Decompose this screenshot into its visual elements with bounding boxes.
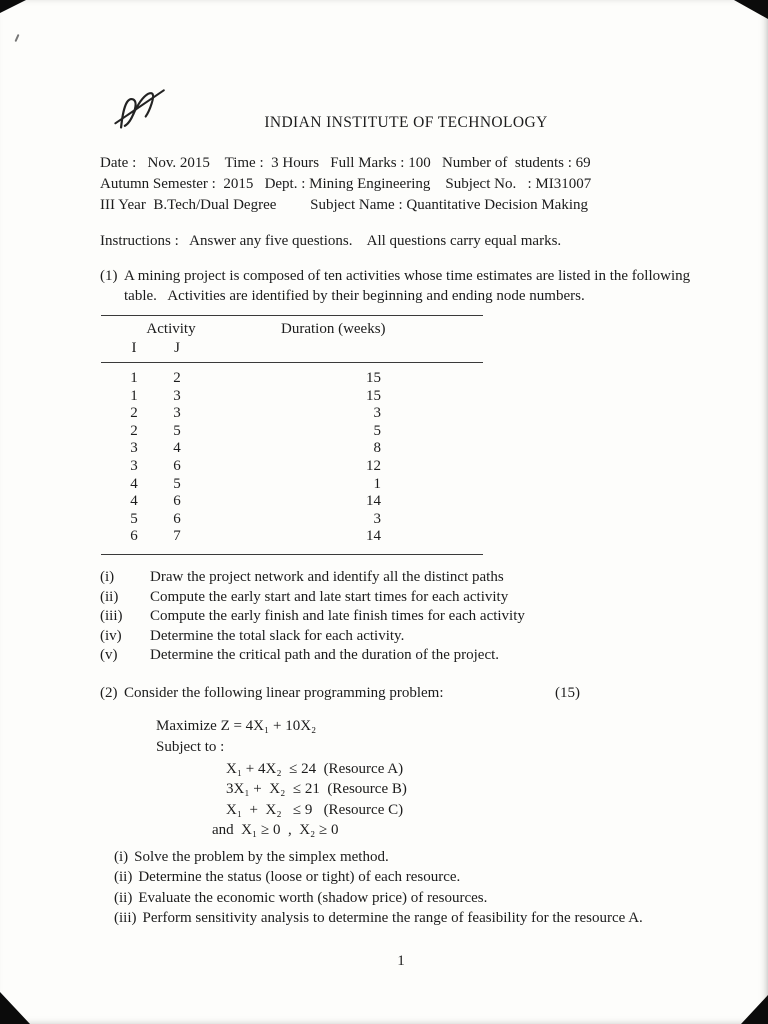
meta-line: Autumn Semester : 2015 Dept. : Mining Engineering Subject No. : MI31007 [100, 176, 592, 192]
table-cell: 4 [130, 493, 138, 510]
part-text: Solve the problem by the simplex method. [134, 848, 389, 865]
marks-badge: (15) [555, 684, 580, 701]
part-label: (iii) [100, 608, 123, 625]
part-row [114, 867, 702, 888]
q2-constraints [100, 759, 702, 841]
table-row [111, 493, 483, 511]
table-row [111, 405, 483, 423]
table-cell: 6 [173, 510, 181, 527]
part-text: Compute the early start and late start times for each activity [150, 588, 509, 605]
part-label: (ii) [114, 869, 133, 886]
part-label: (i) [100, 568, 115, 585]
page-number: 1 [397, 952, 405, 969]
lp-constraint: and X₁ ≥ 0 , X₂ ≥ 0 [212, 822, 339, 839]
table-cell: 2 [130, 422, 138, 439]
table-cell: 3 [130, 440, 138, 457]
table-cell: 6 [130, 528, 138, 545]
table-subheader [101, 339, 483, 362]
scan-corner-artifact [741, 995, 768, 1024]
table-rule [101, 554, 483, 555]
table-cell: 15 [366, 387, 381, 404]
table-cell: 15 [366, 370, 381, 386]
meta-line: Date : Nov. 2015 Time : 3 Hours Full Marks : 100 Number of students : 69 [100, 155, 591, 171]
question-label: (2) [100, 684, 118, 701]
part-label: (iv) [100, 627, 122, 644]
meta-line: III Year B.Tech/Dual Degree Subject Name : Quantitative Decision Making [100, 197, 588, 213]
scan-corner-artifact [0, 992, 30, 1024]
scan-corner-artifact [0, 0, 26, 13]
page-content [100, 0, 702, 970]
question-label: (1) [100, 268, 118, 284]
part-text: Compute the early finish and late finish times for each activity [150, 608, 525, 625]
table-cell: 5 [173, 422, 181, 439]
question-1 [100, 266, 702, 306]
table-cell: 6 [173, 457, 181, 474]
part-text: Determine the status (loose or tight) of each resource. [138, 869, 461, 886]
part-text: Determine the total slack for each activity. [150, 627, 405, 644]
table-cell: 1 [130, 387, 138, 404]
table-cell: 5 [373, 422, 381, 439]
table-cell: 3 [173, 405, 181, 422]
part-label: (v) [100, 647, 118, 664]
part-label: (ii) [114, 889, 133, 906]
part-label: (iii) [114, 910, 137, 927]
table-row [111, 370, 483, 388]
table-cell: 4 [173, 440, 181, 457]
column-header-activity: Activity [146, 321, 196, 337]
lp-constraint: X₁ + X₂ ≤ 9 (Resource C) [226, 801, 404, 818]
column-header-i: I [131, 340, 137, 356]
table-cell: 8 [373, 440, 381, 457]
table-row [111, 458, 483, 476]
table-row [111, 528, 483, 546]
part-row [114, 888, 702, 909]
question-2 [100, 683, 702, 703]
table-cell: 5 [173, 475, 181, 492]
table-row [111, 476, 483, 494]
part-row [114, 847, 702, 868]
question-text: A mining project is composed of ten activities whose time estimates are listed in the following table. Activities are identified by their beginning and ending node numbers. [124, 268, 694, 304]
table-cell: 2 [130, 405, 138, 422]
table-row [111, 440, 483, 458]
part-text: Determine the critical path and the duration of the project. [150, 647, 500, 664]
lp-constraint: X₁ + 4X₂ ≤ 24 (Resource A) [226, 760, 404, 777]
table-cell: 14 [366, 528, 381, 545]
part-text: Draw the project network and identify all the distinct paths [150, 568, 504, 585]
q2-parts [114, 847, 702, 929]
lp-objective: Maximize Z = 4X₁ + 10X₂ [156, 717, 317, 734]
table-header [101, 316, 483, 339]
table-cell: 2 [173, 370, 181, 386]
part-text: Evaluate the economic worth (shadow price) of resources. [138, 889, 488, 906]
scan-corner-artifact [734, 0, 768, 19]
table-cell: 14 [366, 493, 381, 510]
q1-parts [100, 568, 702, 666]
lp-subject-to: Subject to : [156, 738, 225, 755]
table-cell: 5 [130, 510, 138, 527]
scan-speck-artifact [14, 34, 19, 42]
table-cell: 6 [173, 493, 181, 510]
part-row [114, 908, 702, 929]
question-text: Consider the following linear programming problem: [124, 684, 444, 701]
activity-table [101, 315, 483, 555]
part-label: (i) [114, 848, 129, 865]
exam-meta [100, 153, 702, 216]
lp-constraint: 3X₁ + X₂ ≤ 21 (Resource B) [226, 781, 407, 798]
table-row [111, 511, 483, 529]
table-cell: 3 [173, 387, 181, 404]
table-cell: 1 [130, 370, 138, 386]
instructions: Instructions : Answer any five questions. All questions carry equal marks. [100, 233, 562, 249]
table-cell: 12 [366, 457, 381, 474]
column-header-duration: Duration (weeks) [281, 321, 386, 337]
table-cell: 4 [130, 475, 138, 492]
table-row [111, 423, 483, 441]
page-title: INDIAN INSTITUTE OF TECHNOLOGY [264, 114, 548, 131]
column-header-j: J [174, 340, 180, 356]
table-cell: 7 [173, 528, 181, 545]
table-cell: 3 [130, 457, 138, 474]
table-cell: 1 [373, 475, 381, 492]
part-text: Perform sensitivity analysis to determine the range of feasibility for the resource A. [142, 910, 643, 927]
part-label: (ii) [100, 588, 119, 605]
activity-table-body [101, 363, 483, 554]
table-cell: 3 [373, 510, 381, 527]
table-cell: 3 [373, 405, 381, 422]
table-row [111, 388, 483, 406]
